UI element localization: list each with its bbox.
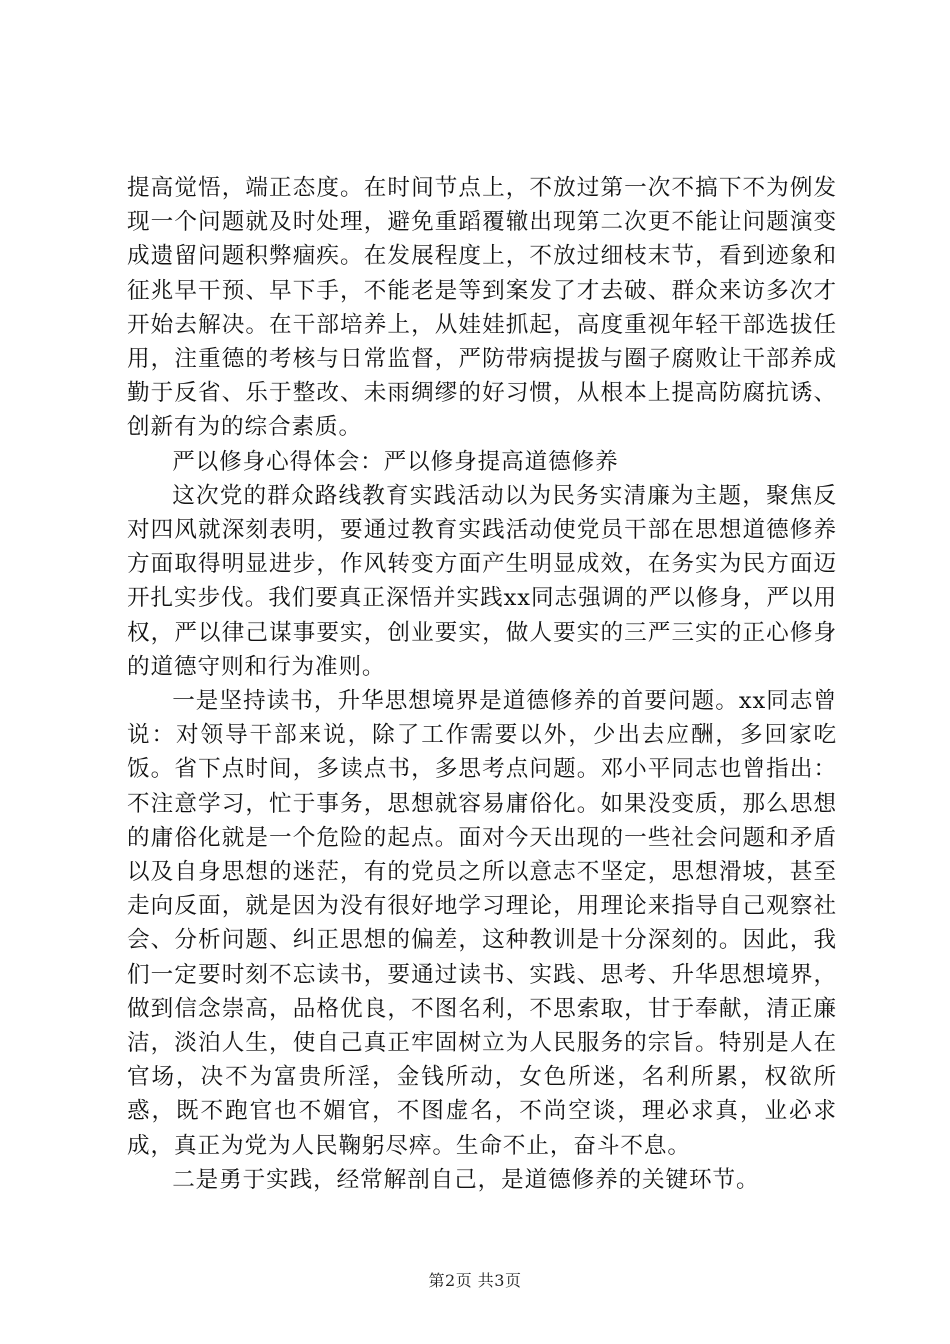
page-footer: 第2页 共3页: [428, 1271, 522, 1290]
paragraph-intro: 这次党的群众路线教育实践活动以为民务实清廉为主题，聚焦反对四风就深刻表明，要通过教育实践活动使党员干部在思想道德修养方面取得明显进步，作风转变方面产生明显成效，在务实为民方面迈开扎实步伐。我们要真正深悟并实践xx同志强调的严以修身，严以用权，严以律己谋事要实，创业要实，做人要实的三严三实的正心修身的道德守则和行为准则。: [127, 482, 837, 680]
paragraph-point-two: 二是勇于实践，经常解剖自己，是道德修养的关键环节。: [172, 1166, 760, 1193]
document-body: [127, 171, 837, 1197]
paragraph-continuation: 提高觉悟，端正态度。在时间节点上，不放过第一次不搞下不为例发现一个问题就及时处理，避免重蹈覆辙出现第二次更不能让问题演变成遗留问题积弊痼疾。在发展程度上，不放过细枝末节，看到迹象和征兆早干预、早下手，不能老是等到案发了才去破、群众来访多次才开始去解决。在干部培养上，从娃娃抓起，高度重视年轻干部选拔任用，注重德的考核与日常监督，严防带病提拔与圈子腐败让干部养成勤于反省、乐于整改、未雨绸缪的好习惯，从根本上提高防腐抗诱、创新有为的综合素质。: [127, 175, 837, 441]
paragraph-point-one: 一是坚持读书，升华思想境界是道德修养的首要问题。xx同志曾说：对领导干部来说，除了工作需要以外，少出去应酬，多回家吃饭。省下点时间，多读点书，多思考点问题。邓小平同志也曾指出：不注意学习，忙于事务，思想就容易庸俗化。如果没变质，那么思想的庸俗化就是一个危险的起点。面对今天出现的一些社会问题和矛盾以及自身思想的迷茫，有的党员之所以意志不坚定，思想滑坡，甚至走向反面，就是因为没有很好地学习理论，用理论来指导自己观察社会、分析问题、纠正思想的偏差，这种教训是十分深刻的。因此，我们一定要时刻不忘读书，要通过读书、实践、思考、升华思想境界，做到信念崇高，品格优良，不图名利，不思索取，甘于奉献，清正廉洁，淡泊人生，使自己真正牢固树立为人民服务的宗旨。特别是人在官场，决不为富贵所淫，金钱所动，女色所迷，名利所累，权欲所惑，既不跑官也不媚官，不图虚名，不尚空谈，理必求真，业必求成，真正为党为人民鞠躬尽瘁。生命不止，奋斗不息。: [127, 688, 837, 1159]
section-heading: 严以修身心得体会：严以修身提高道德修养: [172, 448, 619, 475]
